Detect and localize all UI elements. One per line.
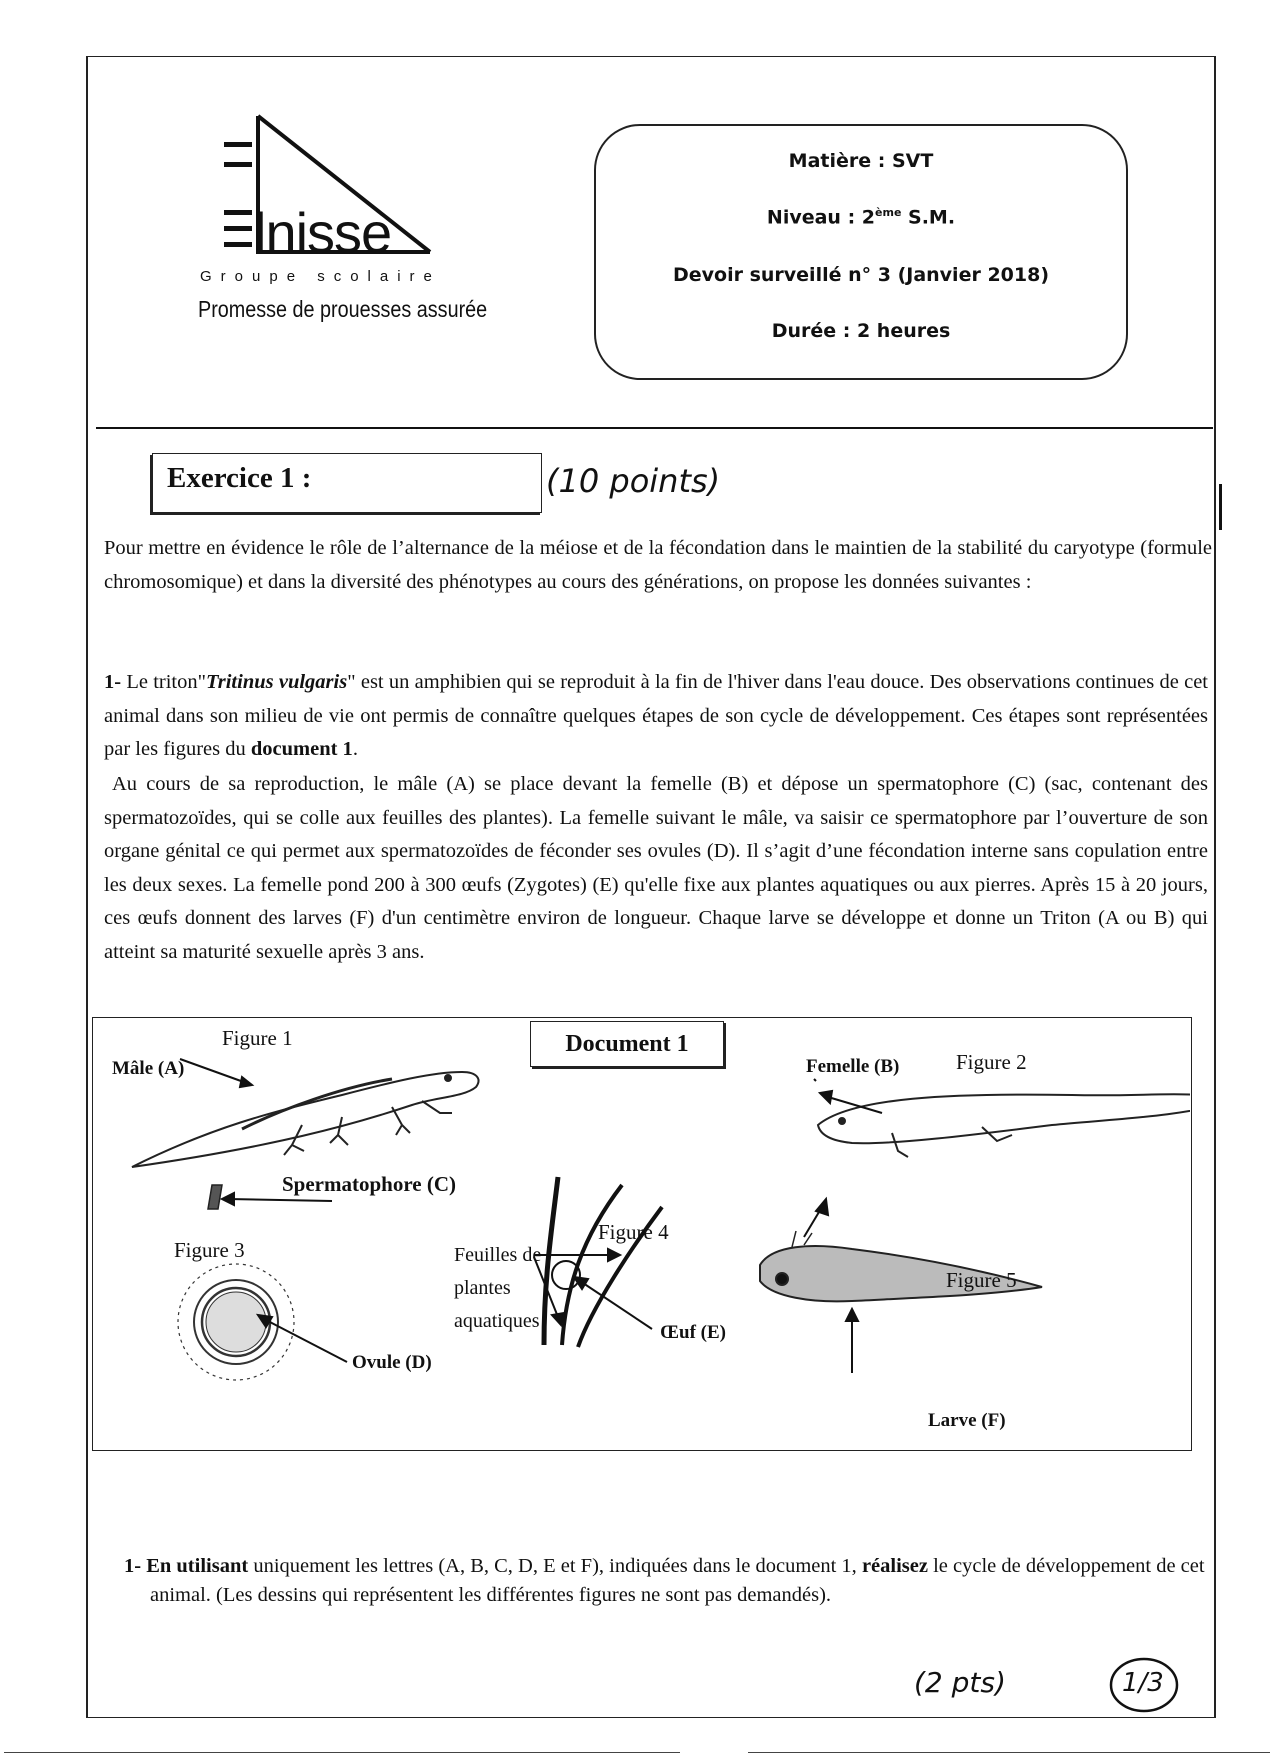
species-name: Tritinus vulgaris [206,671,348,693]
exercise-title-box [152,453,542,513]
figure1-label: Figure 1 [222,1026,293,1050]
reproduction-paragraph: Au cours de sa reproduction, le mâle (A) se place devant la femelle (B) et dépose un spermatophore (C) (sac, contenant des spermatozoïdes, qui se colle aux feuilles des plantes). La femelle suivant le mâle, va saisir ce spermatophore par l’ouverture de son organe génital ce qui permet aux spermatozoïdes de féconder ses ovules (D). Il s’agit d’une fécondation interne sans copulation entre les deux sexes. La femelle pond 200 à 300 œufs (Zygotes) (E) qu'elle fixe aux plantes aquatiques ou aux pierres. Après 15 à 20 jours, ces œufs donnent des larves (F) d'un centimètre environ de longueur. Chaque larve se développe et donne un Triton (A ou B) qui atteint sa maturité sexuelle après 3 ans. [104,773,1208,963]
part1-text-before: Le triton" [121,671,206,693]
figure4-label: Figure 4 [598,1220,669,1244]
leaves-label-line2: plantes [454,1277,511,1299]
question1-verb2: réalisez [861,1555,928,1577]
part1-number: 1- [104,671,122,693]
figure5-label: Figure 5 [946,1268,1017,1292]
bottom-rule-left [4,1752,680,1753]
logo-wordmark: lnisse [254,201,392,264]
margin-mark [1219,484,1222,530]
level-suffix: S.M. [901,206,956,229]
male-triton-drawing [132,1072,478,1167]
egg-label: Œuf (E) [660,1322,726,1343]
exam-info-box [594,124,1128,380]
question1-text2: le cycle de développement de cet animal. (Les dessins qui représentent les différentes figures ne sont pas demandés). [150,1555,1205,1606]
figure2-label: Figure 2 [956,1050,1027,1074]
spermatophore-drawing [208,1185,222,1209]
page-number: 1/3 [1122,1668,1164,1698]
level-prefix: Niveau : 2 [766,206,876,229]
leaves-label-line3: aquatiques [454,1310,540,1332]
exam-name: Devoir surveillé n° 3 (Janvier 2018) [672,264,1050,286]
ovule-label: Ovule (D) [352,1352,432,1373]
header-separator [96,427,1213,429]
bottom-rule-right [748,1752,1270,1753]
document1-title: Document 1 [530,1021,724,1067]
ovule-drawing [178,1264,294,1380]
question1-text1: uniquement les lettres (A, B, C, D, E et F), indiquées dans le document 1, [248,1555,862,1577]
duration: Durée : 2 heures [771,320,951,342]
logo-subtitle: Groupe scolaire [200,268,441,285]
exercise-title: Exercice 1 : [167,462,312,494]
leaves-label-line1: Feuilles de [454,1244,542,1266]
level [596,206,1126,228]
question1-number: 1- [124,1555,142,1577]
larva-label: Larve (F) [928,1410,1006,1431]
spermatophore-label: Spermatophore (C) [282,1172,457,1196]
subject: Matière : SVT [788,150,934,172]
handwritten-points: (10 points) [546,462,721,500]
male-label: Mâle (A) [112,1058,185,1079]
figure3-label: Figure 3 [174,1238,245,1262]
handwritten-question-points: (2 pts) [914,1666,1006,1699]
intro-paragraph: Pour mettre en évidence le rôle de l’alternance de la méiose et de la fécondation dans le maintien de la stabilité du caryotype (formule chromosomique) et dans la diversité des phénotypes au cours des générations, on propose les données suivantes : [104,537,1212,593]
level-superscript: ème [875,206,902,219]
document-reference: document 1 [250,738,353,760]
part1-paragraph [104,666,1208,767]
part1-end: . [352,738,358,760]
female-triton-drawing [818,1094,1190,1157]
question1 [124,1552,1230,1609]
school-slogan: Promesse de prouesses assurée [198,296,488,322]
part1-text-after: " est un amphibien qui se reproduit à la fin de l'hiver dans l'eau douce. Des observations continues de cet animal dans son milieu de vie ont permis de connaître quelques étapes de son cycle de développement. Ces étapes sont représentées par les figures du [104,671,1209,760]
question1-verb1: En utilisant [146,1555,249,1577]
female-label: Femelle (B) [806,1056,900,1077]
